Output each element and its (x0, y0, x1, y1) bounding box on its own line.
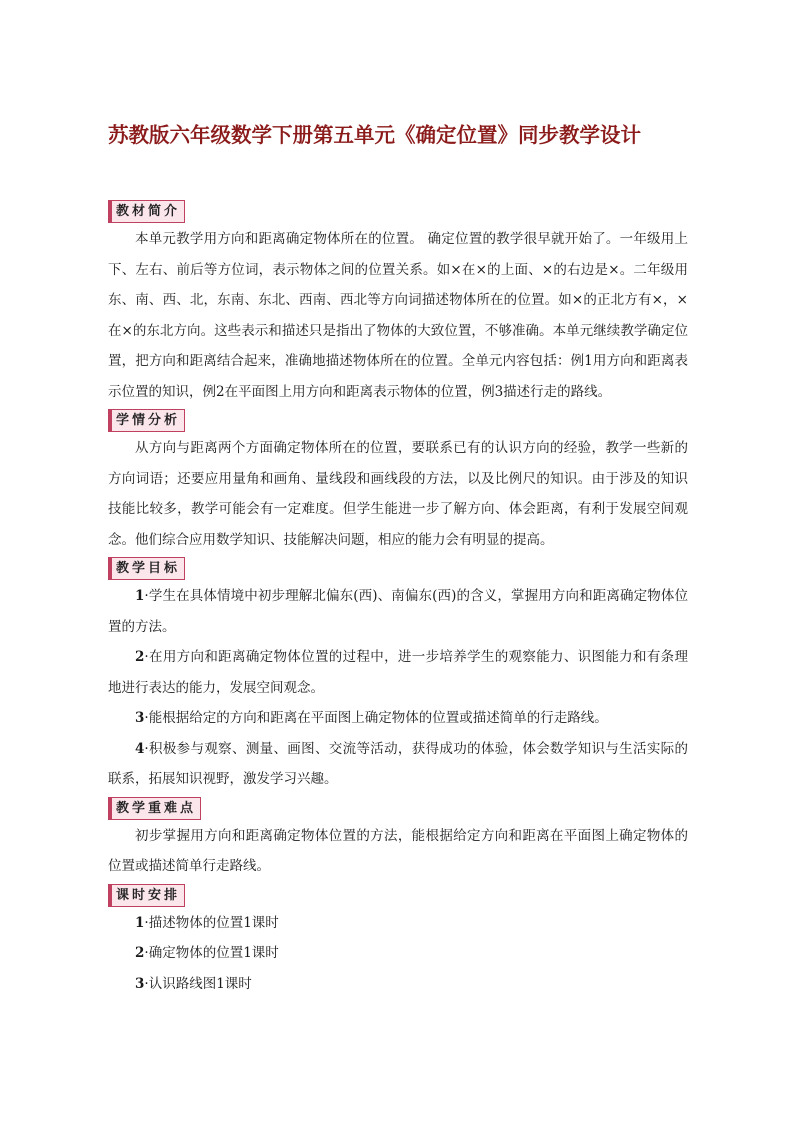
goal-text: ·在用方向和距离确定物体位置的过程中，进一步培养学生的观察能力、识图能力和有条理地进行表达的能力，发展空间观念。 (108, 649, 688, 696)
schedule-item (108, 908, 688, 939)
goal-text: ·学生在具体情境中初步理解北偏东(西)、南偏东(西)的含义，掌握用方向和距离确定物体位置的方法。 (108, 588, 688, 635)
goal-item (108, 581, 688, 642)
section-keypoints-header (108, 797, 688, 821)
section-schedule-header (108, 884, 688, 908)
goal-text: ·积极参与观察、测量、画图、交流等活动，获得成功的体验，体会数学知识与生活实际的联系，拓展知识视野，激发学习兴趣。 (108, 740, 688, 787)
goal-item (108, 642, 688, 703)
section-goals-header (108, 557, 688, 581)
section-materials-header (108, 200, 688, 224)
schedule-text: ·确定物体的位置1课时 (144, 945, 279, 961)
section-analysis-header (108, 409, 688, 433)
goal-number: 4 (135, 740, 145, 757)
analysis-paragraph: 从方向与距离两个方面确定物体所在的位置，要联系已有的认识方向的经验，教学一些新的方向词语；还要应用量角和画角、量线段和画线段的方法，以及比例尺的知识。由于涉及的知识技能比较多，教学可能会有一定难度。但学生能进一步了解方向、体会距离，有利于发展空间观念。他们综合应用数学知识、技能解决问题，相应的能力会有明显的提高。 (108, 440, 688, 548)
goal-number: 2 (135, 649, 145, 665)
schedule-number: 2 (135, 945, 145, 961)
section-badge-goals: 教学目标 (108, 557, 185, 580)
schedule-item (108, 969, 688, 1000)
document-body (108, 198, 688, 999)
section-badge-keypoints: 教学重难点 (108, 797, 201, 820)
section-badge-materials: 教材简介 (108, 200, 185, 223)
goal-number: 1 (135, 588, 145, 604)
schedule-text: ·描述物体的位置1课时 (144, 914, 279, 931)
materials-paragraph: 本单元教学用方向和距离确定物体所在的位置。 确定位置的教学很早就开始了。一年级用上下、左右、前后等方位词，表示物体之间的位置关系。如×在×的上面、×的右边是×。二年级用东、南、西、北，东南、东北、西南、西北等方向词描述物体所在的位置。如×的正北方有×，×在×的东北方向。这些表示和描述只是指出了物体的大致位置，不够准确。本单元继续教学确定位置，把方向和距离结合起来，准确地描述物体所在的位置。全单元内容包括：例1用方向和距离表示位置的知识，例2在平面图上用方向和距离表示物体的位置，例3描述行走的路线。 (108, 231, 688, 400)
schedule-number: 3 (135, 975, 145, 992)
schedule-item (108, 938, 688, 969)
keypoints-paragraph: 初步掌握用方向和距离确定物体位置的方法，能根据给定方向和距离在平面图上确定物体的位置或描述简单行走路线。 (108, 827, 688, 874)
page-title: 苏教版六年级数学下册第五单元《确定位置》同步教学设计 (108, 123, 641, 147)
goal-item (108, 703, 688, 734)
section-badge-schedule: 课时安排 (108, 884, 185, 907)
goal-number: 3 (135, 710, 145, 726)
schedule-number: 1 (135, 914, 145, 931)
goal-text: ·能根据给定的方向和距离在平面图上确定物体的位置或描述简单的行走路线。 (144, 710, 608, 726)
section-badge-analysis: 学情分析 (108, 409, 185, 432)
schedule-text: ·认识路线图1课时 (144, 975, 252, 992)
goal-item (108, 734, 688, 795)
